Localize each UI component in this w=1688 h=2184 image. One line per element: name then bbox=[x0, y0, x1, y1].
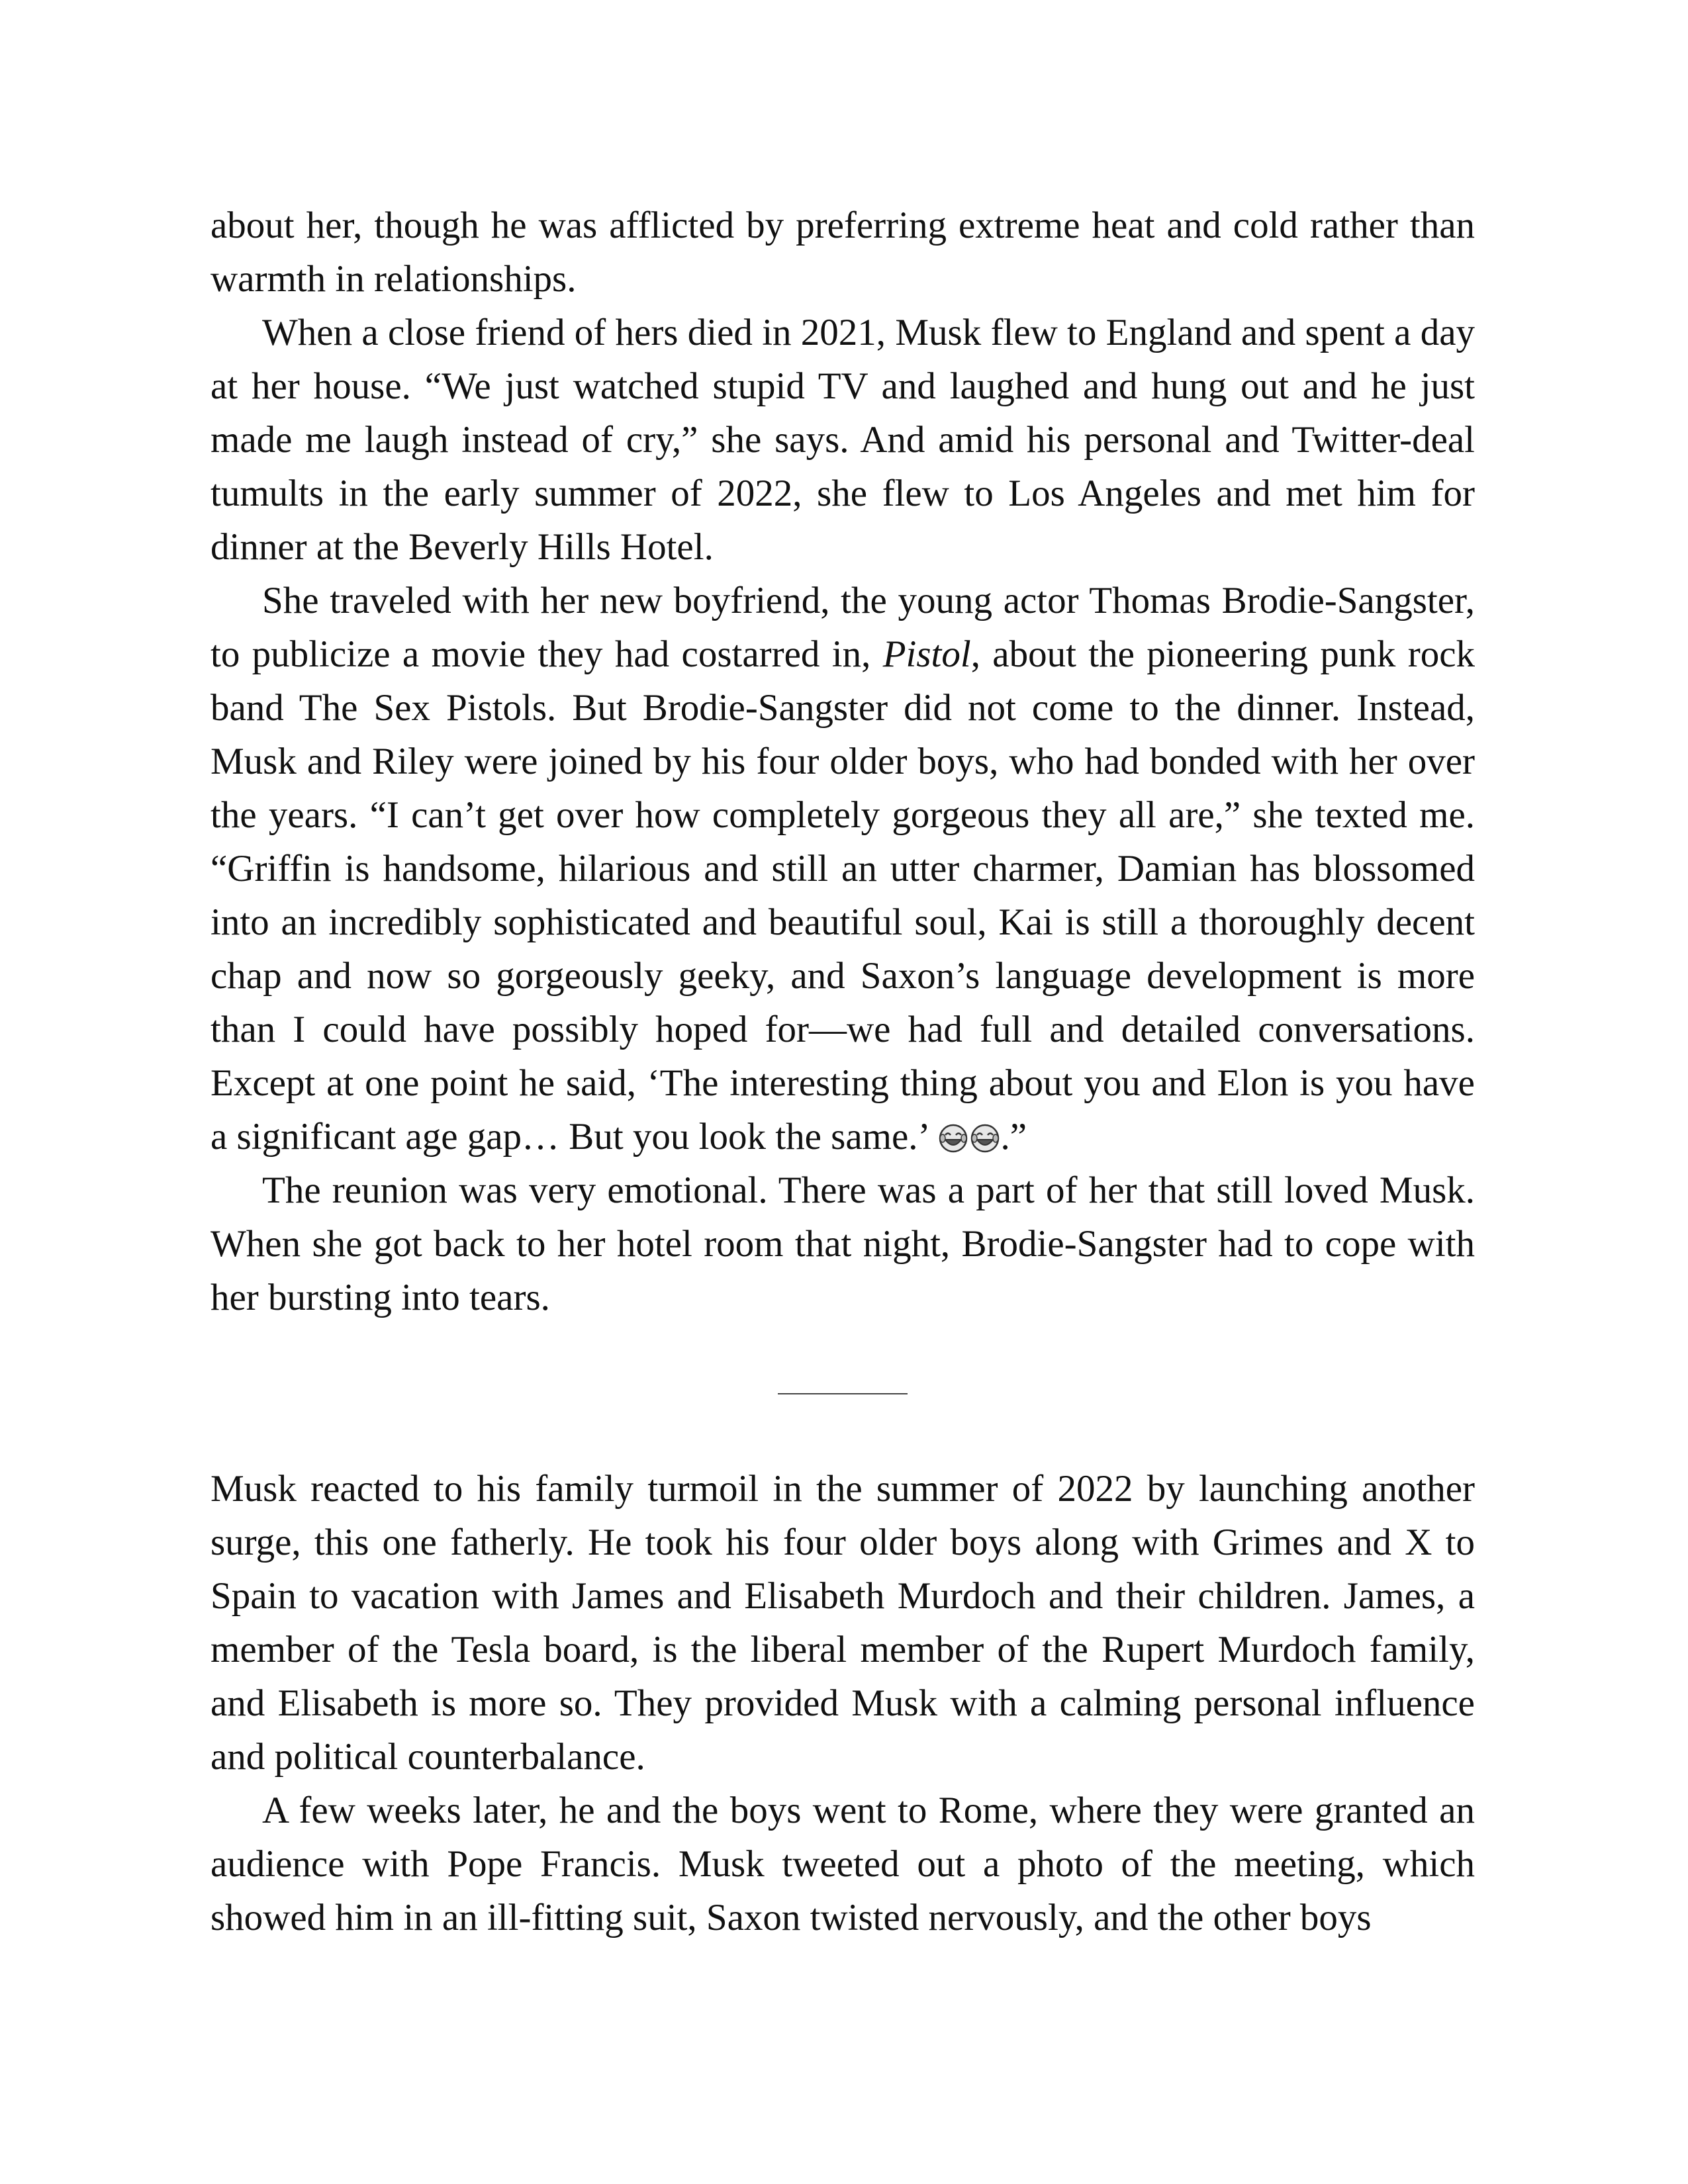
paragraph-3-text-b: , about the pioneering punk rock band The Sex Pistols. But Brodie-Sangster did not come to the dinner. Instead, Musk and Riley were joined by his four older boys, who had bonded with her over the years. “I can’t get over how completely gorgeous they all are,” she texted me. “Griffin is handsome, hilarious and still an utter charmer, Damian has blossomed into an incredibly sophisticated and beautiful soul, Kai is still a thoroughly decent chap and now so gorgeously geeky, and Saxon’s language development is more than I could have possibly hoped for—we had full and detailed conversations. Except at one point he said, ‘The interesting thing about you and Elon is you have a significant age gap… But you look the same.’ bbox=[211, 633, 1475, 1158]
section-break-rule bbox=[778, 1393, 908, 1394]
paragraph-2: When a close friend of hers died in 2021, Musk flew to England and spent a day at her house. “We just watched stupid TV and laughed and hung out and he just made me laugh instead of cry,” she says. And amid his personal and Twitter-deal tumults in the early summer of 2022, she flew to Los Angeles and met him for dinner at the Beverly Hills Hotel. bbox=[211, 312, 1475, 568]
paragraph-1: about her, though he was afflicted by preferring extreme heat and cold rather than warmth in relationships. bbox=[211, 205, 1475, 300]
paragraph-4: The reunion was very emotional. There was a part of her that still loved Musk. When she got back to her hotel room that night, Brodie-Sangster had to cope with her bursting into tears. bbox=[211, 1169, 1475, 1318]
paragraph-3 bbox=[211, 574, 1475, 1163]
face-with-tears-of-joy-icon bbox=[970, 1124, 1000, 1153]
face-with-tears-of-joy-icon bbox=[939, 1124, 968, 1153]
paragraph-3-closing: .” bbox=[1000, 1116, 1027, 1158]
paragraph-5: Musk reacted to his family turmoil in the summer of 2022 by launching another surge, this one fatherly. He took his four older boys along with Grimes and X to Spain to vacation with James and Elisabeth Murdoch and their children. James, a member of the Tesla board, is the liberal member of the Rupert Murdoch family, and Elisabeth is more so. They provided Musk with a calming personal influence and political counterbalance. bbox=[211, 1468, 1475, 1778]
movie-title-italic: Pistol bbox=[882, 633, 971, 675]
book-page bbox=[211, 199, 1475, 1944]
paragraph-3-text-a: She traveled with her new boyfriend, the young actor Thomas Brodie-Sangster, to publicize a movie they had costarred in, bbox=[211, 580, 1475, 675]
paragraph-6: A few weeks later, he and the boys went to Rome, where they were granted an audience with Pope Francis. Musk tweeted out a photo of the meeting, which showed him in an ill-fitting suit, Saxon twisted nervously, and the other boys bbox=[211, 1790, 1475, 1938]
